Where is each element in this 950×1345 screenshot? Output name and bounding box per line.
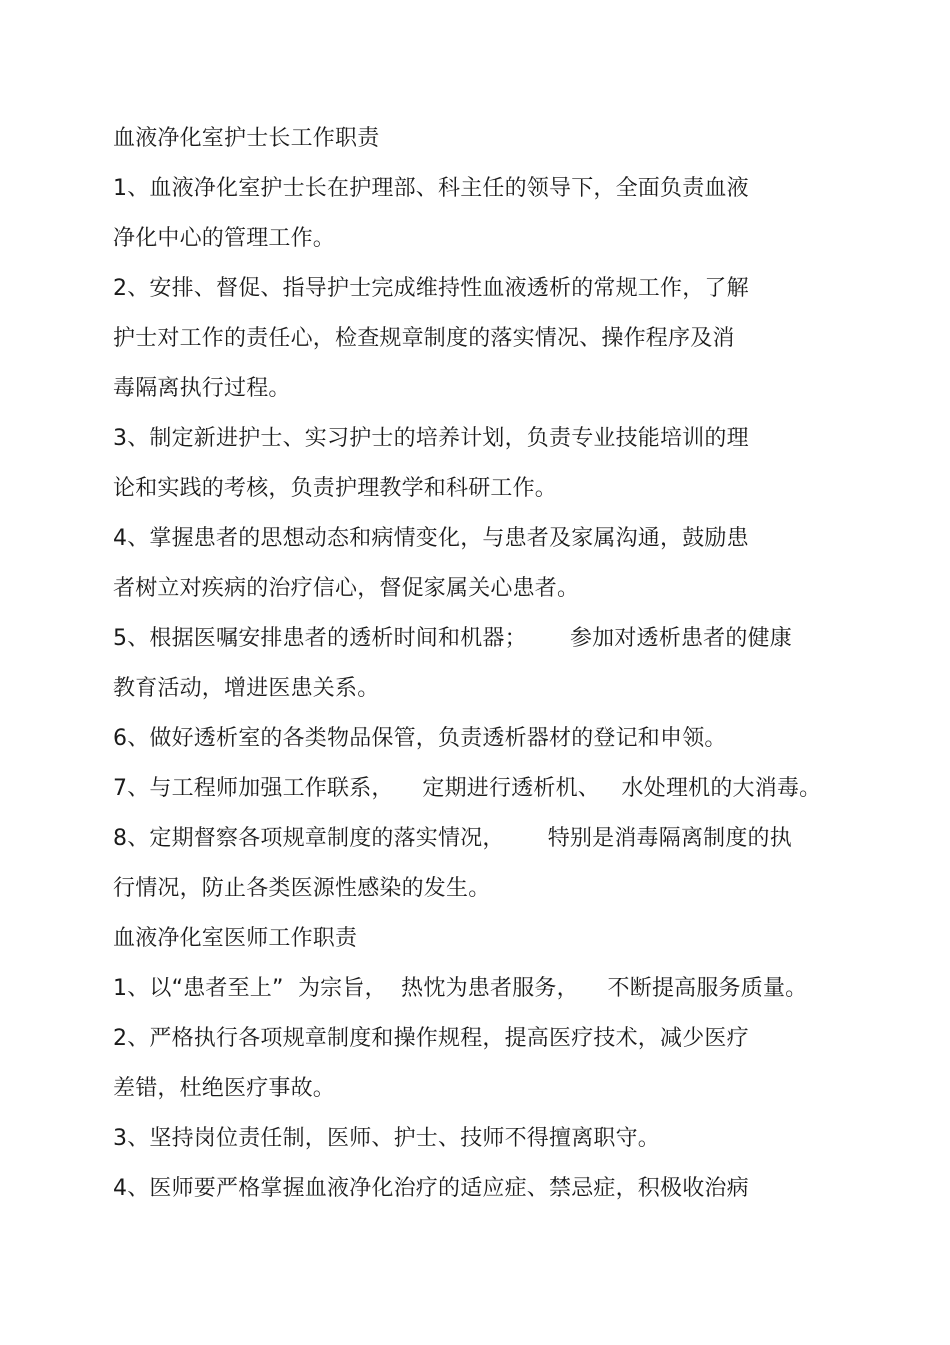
- text-line: 2、安排、督促、指导护士完成维持性血液透析的常规工作，了解: [113, 276, 749, 301]
- text-line: 5、根据医嘱安排患者的透析时间和机器； 参加对透析患者的健康: [113, 626, 792, 651]
- section-title-physician: 血液净化室医师工作职责: [113, 926, 358, 951]
- text-line: 1、以“患者至上” 为宗旨， 热忱为患者服务， 不断提高服务质量。: [113, 976, 808, 1001]
- text-line: 毒隔离执行过程。: [113, 376, 291, 401]
- text-line: 6、做好透析室的各类物品保管，负责透析器材的登记和申领。: [113, 726, 727, 751]
- text-line: 3、坚持岗位责任制，医师、护士、技师不得擅离职守。: [113, 1126, 660, 1151]
- text-line: 护士对工作的责任心，检查规章制度的落实情况、操作程序及消: [113, 326, 735, 351]
- text-line: 7、与工程师加强工作联系， 定期进行透析机、 水处理机的大消毒。: [113, 776, 822, 801]
- text-line: 4、掌握患者的思想动态和病情变化，与患者及家属沟通，鼓励患: [113, 526, 749, 551]
- section-title-nurse-head: 血液净化室护士长工作职责: [113, 126, 380, 151]
- text-line: 4、医师要严格掌握血液净化治疗的适应症、禁忌症，积极收治病: [113, 1176, 749, 1201]
- text-line: 差错，杜绝医疗事故。: [113, 1076, 336, 1101]
- text-line: 2、严格执行各项规章制度和操作规程，提高医疗技术，减少医疗: [113, 1026, 749, 1051]
- text-line: 1、血液净化室护士长在护理部、科主任的领导下，全面负责血液: [113, 176, 749, 201]
- text-line: 论和实践的考核，负责护理教学和科研工作。: [113, 476, 558, 501]
- text-line: 净化中心的管理工作。: [113, 226, 336, 251]
- text-line: 8、定期督察各项规章制度的落实情况， 特别是消毒隔离制度的执: [113, 826, 792, 851]
- text-line: 教育活动，增进医患关系。: [113, 676, 380, 701]
- text-line: 者树立对疾病的治疗信心，督促家属关心患者。: [113, 576, 580, 601]
- text-line: 行情况，防止各类医源性感染的发生。: [113, 876, 491, 901]
- text-line: 3、制定新进护士、实习护士的培养计划，负责专业技能培训的理: [113, 426, 749, 451]
